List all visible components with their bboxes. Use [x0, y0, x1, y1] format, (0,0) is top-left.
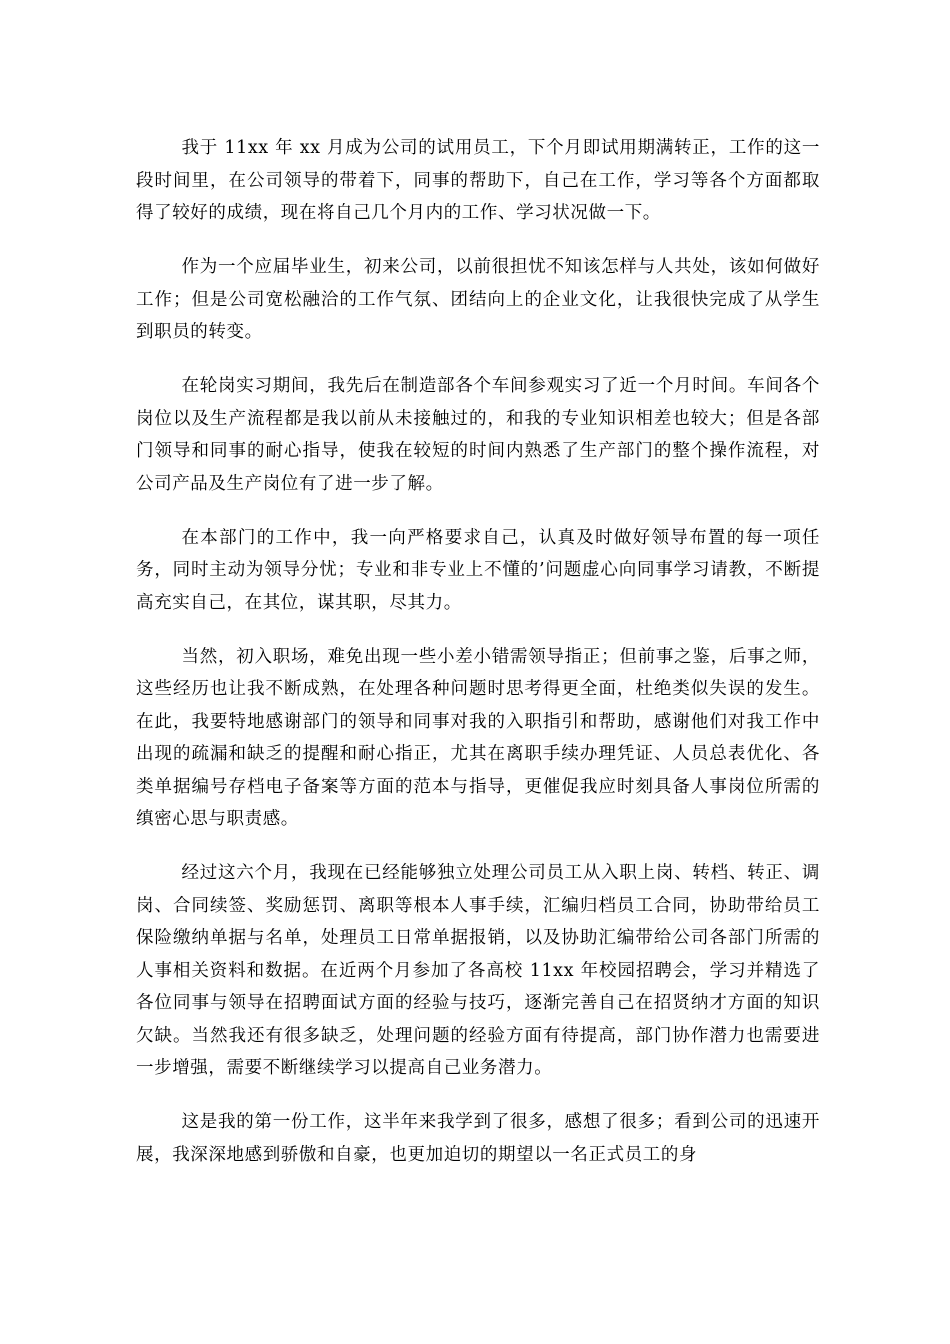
paragraph-5: 当然，初入职场，难免出现一些小差小错需领导指正；但前事之鉴，后事之师，这些经历也让我不断成熟，在处理各种问题时思考得更全面，杜绝类似失误的发生。在此，我要特地感谢部门的领导和同事对我的入职指引和帮助，感谢他们对我工作中出现的疏漏和缺乏的提醒和耐心指正，尤其在离职手续办理凭证、人员总表优化、各类单据编号存档电子备案等方面的范本与指导，更催促我应时刻具备人事岗位所需的缜密心思与职责感。 [136, 646, 820, 829]
paragraph-7: 这是我的第一份工作，这半年来我学到了很多，感想了很多；看到公司的迅速开展，我深深地感到骄傲和自豪，也更加迫切的期望以一名正式员工的身 [136, 1112, 820, 1165]
paragraph-6: 经过这六个月，我现在已经能够独立处理公司员工从入职上岗、转档、转正、调岗、合同续签、奖励惩罚、离职等根本人事手续，汇编归档员工合同，协助带给员工保险缴纳单据与名单，处理员工日常单据报销，以及协助汇编带给公司各部门所需的人事相关资料和数据。在近两个月参加了各高校 11xx 年校园招聘会，学习并精选了各位同事与领导在招聘面试方面的经验与技巧，逐渐完善自己在招贤纳才方面的知识欠缺。当然我还有很多缺乏，处理问题的经验方面有待提高，部门协作潜力也需要进一步增强，需要不断继续学习以提高自己业务潜力。 [136, 863, 820, 1078]
paragraph-4: 在本部门的工作中，我一向严格要求自己，认真及时做好领导布置的每一项任务，同时主动为领导分忧；专业和非专业上不懂的’问题虚心向同事学习请教，不断提高充实自己，在其位，谋其职，尽其力。 [136, 527, 820, 613]
paragraph-2: 作为一个应届毕业生，初来公司，以前很担忧不知该怎样与人共处，该如何做好工作；但是公司宽松融洽的工作气氛、团结向上的企业文化，让我很快完成了从学生到职员的转变。 [136, 257, 820, 342]
paragraph-1: 我于 11xx 年 xx 月成为公司的试用员工，下个月即试用期满转正，工作的这一段时间里，在公司领导的带着下，同事的帮助下，自己在工作，学习等各个方面都取得了较好的成绩，现在将自己几个月内的工作、学习状况做一下。 [136, 138, 820, 223]
document-body [136, 132, 820, 1171]
paragraph-3: 在轮岗实习期间，我先后在制造部各个车间参观实习了近一个月时间。车间各个岗位以及生产流程都是我以前从未接触过的，和我的专业知识相差也较大；但是各部门领导和同事的耐心指导，使我在较短的时间内熟悉了生产部门的整个操作流程，对公司产品及生产岗位有了进一步了解。 [136, 376, 820, 494]
